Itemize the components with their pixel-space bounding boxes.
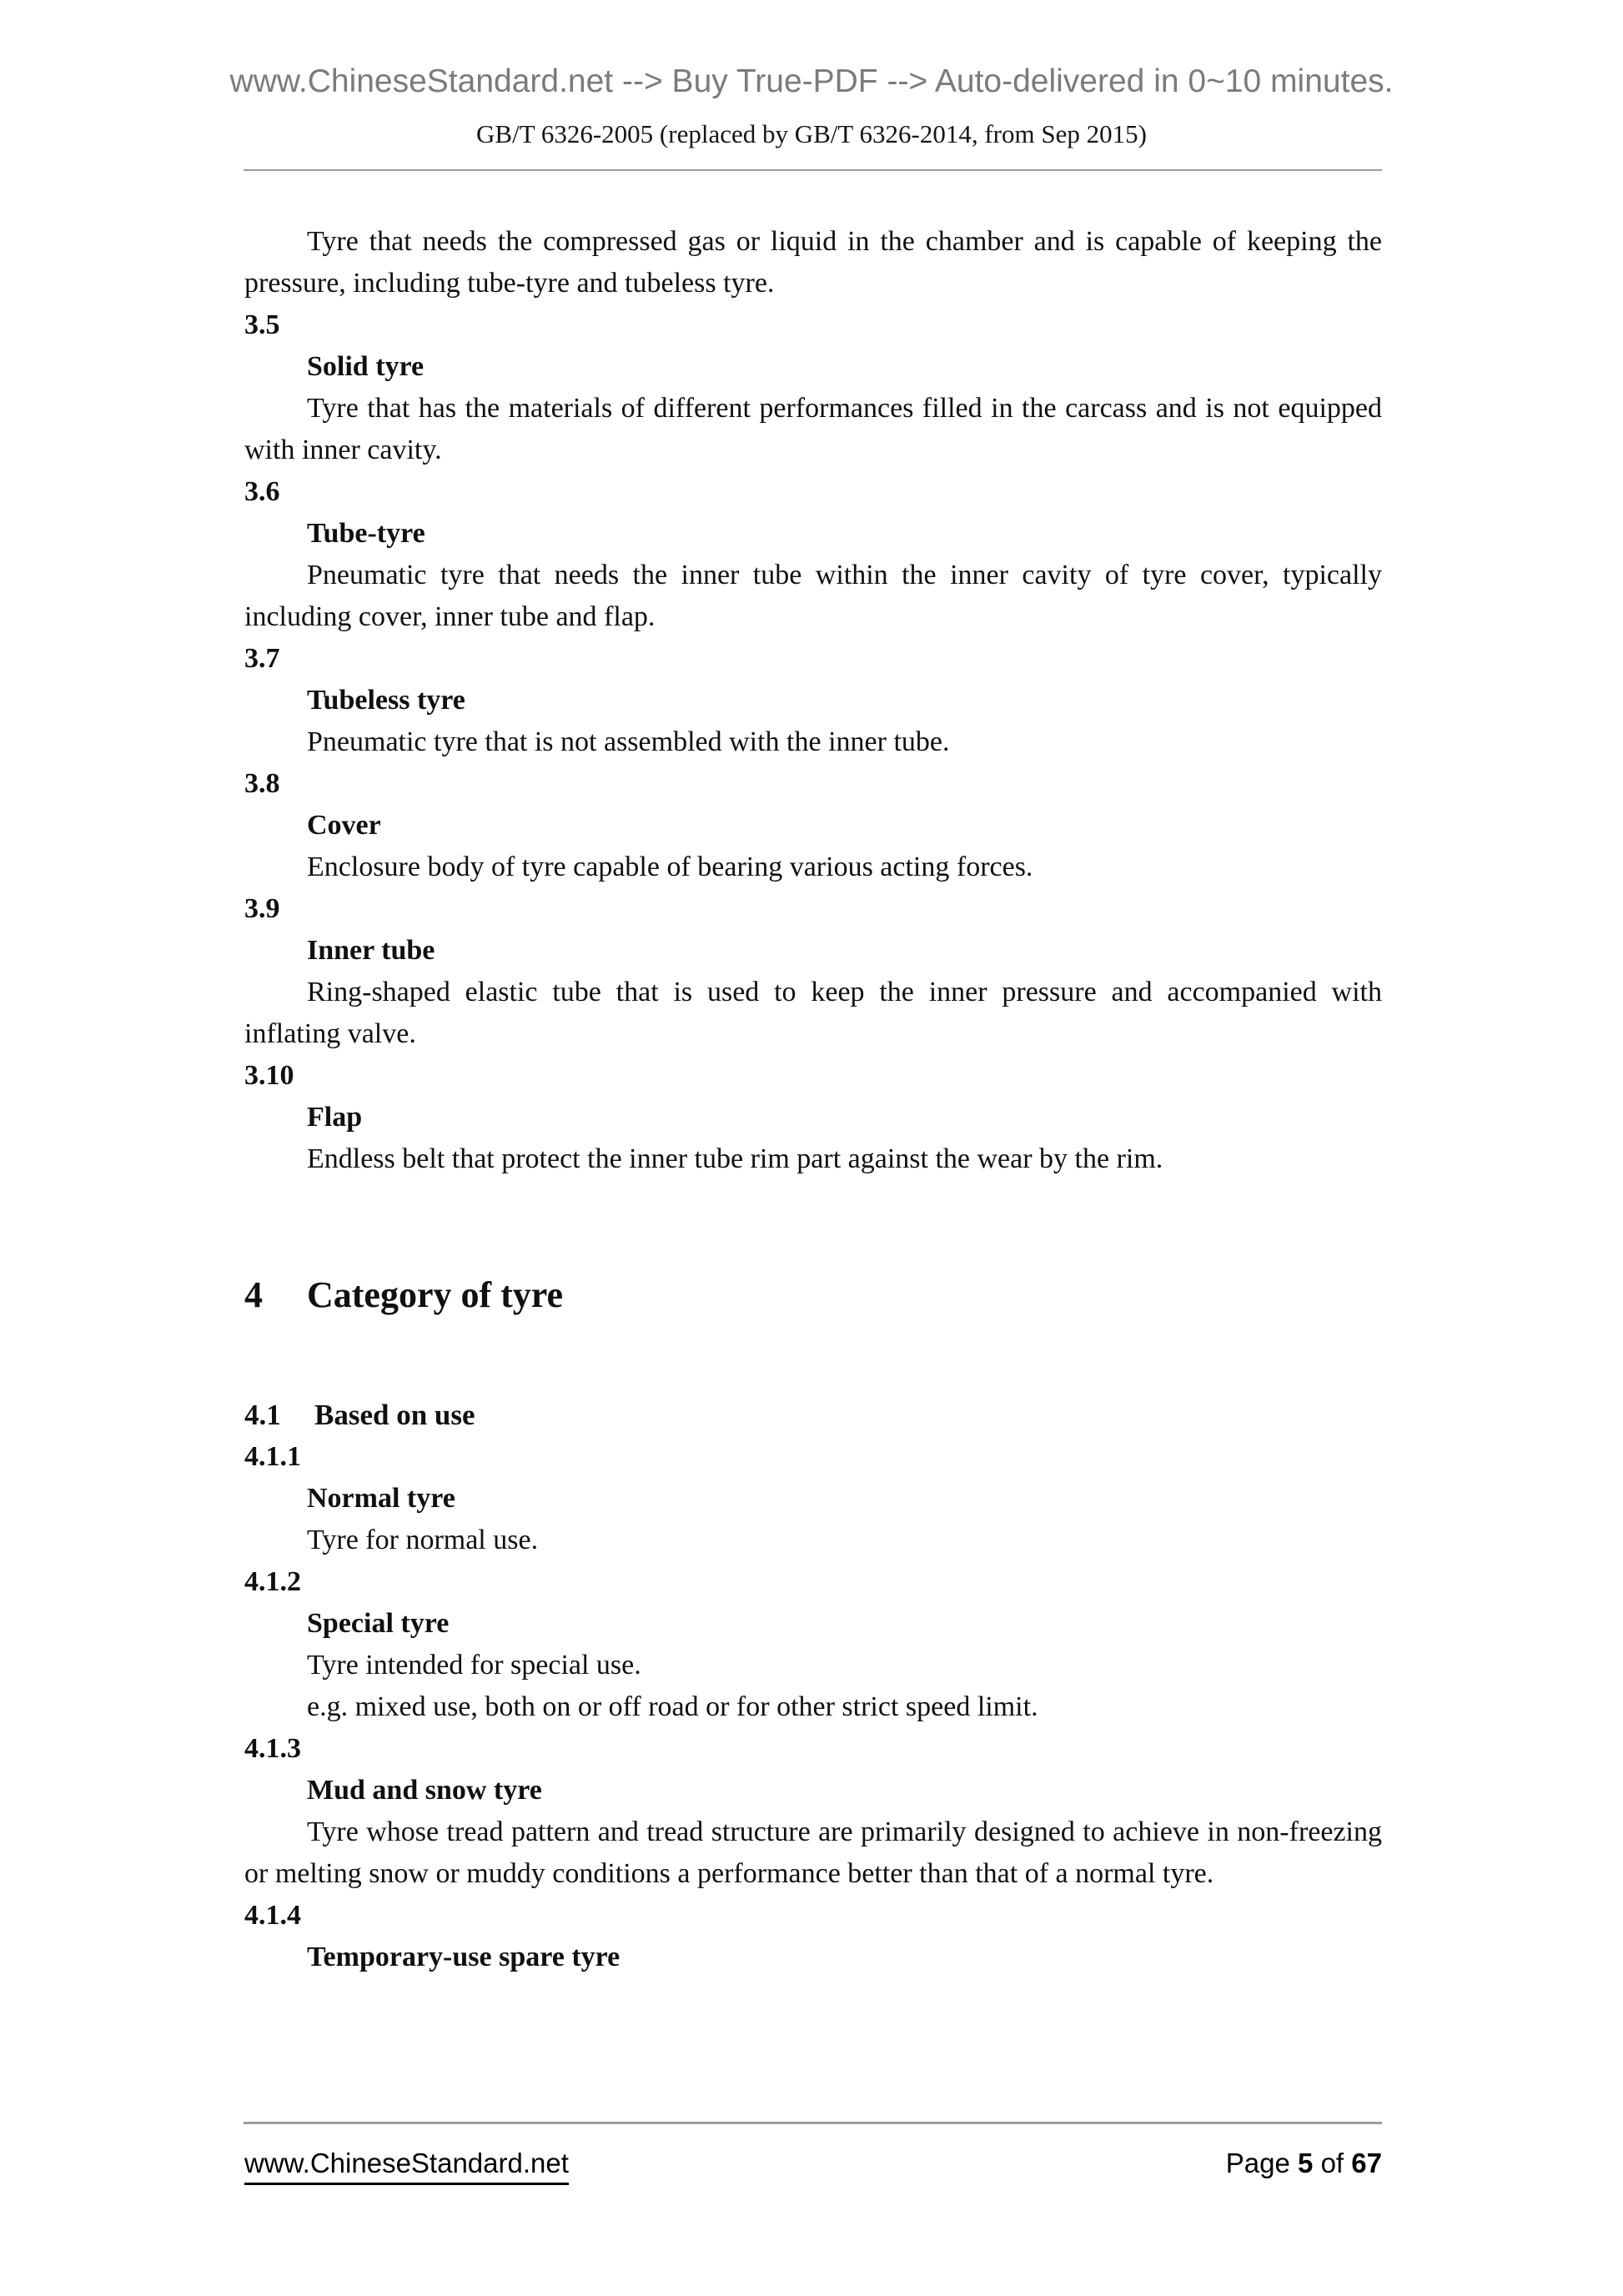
page-total: 67 — [1351, 2148, 1382, 2178]
section-number: 3.6 — [244, 476, 280, 507]
term-heading: Tubeless tyre — [307, 685, 465, 716]
footer-site-link[interactable]: www.ChineseStandard.net — [244, 2147, 569, 2185]
page-number: 5 — [1298, 2148, 1314, 2178]
section-number: 4.1.4 — [244, 1900, 301, 1931]
section-number: 3.9 — [244, 893, 280, 924]
term-heading: Tube-tyre — [307, 518, 425, 549]
paragraph: Enclosure body of tyre capable of bearing various acting forces. — [307, 852, 1033, 882]
chapter-heading — [244, 1270, 1382, 1320]
term-heading: Cover — [307, 810, 381, 841]
paragraph: Endless belt that protect the inner tube rim part against the wear by the rim. — [307, 1143, 1163, 1174]
paragraph: Tyre that needs the compressed gas or liquid in the chamber and is capable of keeping the pressure, including tube-tyre and tubeless tyre. — [244, 226, 1382, 299]
subsection-number: 4.1 — [244, 1399, 281, 1431]
chapter-number: 4 — [244, 1274, 263, 1315]
term-heading: Normal tyre — [307, 1483, 455, 1514]
paragraph: Tyre whose tread pattern and tread structure are primarily designed to achieve in non-freezing or melting snow or muddy conditions a performance better than that of a normal tyre. — [244, 1816, 1382, 1889]
chapter-title: Category of tyre — [307, 1274, 564, 1315]
term-heading: Temporary-use spare tyre — [307, 1942, 621, 1972]
section-number: 3.5 — [244, 309, 280, 340]
section-number: 3.10 — [244, 1060, 294, 1091]
subsection-title: Based on use — [314, 1399, 475, 1431]
term-heading: Special tyre — [307, 1608, 450, 1639]
paragraph: Pneumatic tyre that is not assembled with the inner tube. — [307, 726, 950, 757]
page-indicator — [1226, 2147, 1382, 2180]
paragraph: Pneumatic tyre that needs the inner tube within the inner cavity of tyre cover, typically including cover, inner tube and flap. — [244, 560, 1382, 632]
header-divider — [244, 169, 1382, 171]
paragraph: Tyre intended for special use. — [307, 1650, 641, 1681]
term-heading: Flap — [307, 1102, 363, 1133]
subsection-heading — [244, 1394, 1382, 1436]
section-number: 3.8 — [244, 768, 280, 799]
paragraph: Ring-shaped elastic tube that is used to keep the inner pressure and accompanied with inflating valve. — [244, 977, 1382, 1049]
of-word: of — [1320, 2148, 1344, 2178]
paragraph: Tyre that has the materials of different performances filled in the carcass and is not equipped with inner cavity. — [244, 393, 1382, 465]
term-heading: Solid tyre — [307, 351, 425, 382]
section-number: 4.1.1 — [244, 1441, 301, 1472]
term-heading: Inner tube — [307, 935, 435, 966]
paragraph: Tyre for normal use. — [307, 1525, 539, 1555]
footer-divider — [244, 2122, 1382, 2124]
section-number: 3.7 — [244, 643, 280, 674]
document-body — [244, 221, 1382, 1978]
footer — [244, 2147, 1382, 2185]
section-number: 4.1.3 — [244, 1733, 301, 1764]
header-doc-title: GB/T 6326-2005 (replaced by GB/T 6326-2014, from Sep 2015) — [476, 119, 1147, 148]
page-word: Page — [1225, 2148, 1290, 2178]
term-heading: Mud and snow tyre — [307, 1775, 542, 1806]
paragraph: e.g. mixed use, both on or off road or for other strict speed limit. — [307, 1691, 1038, 1722]
section-number: 4.1.2 — [244, 1566, 301, 1597]
header-promo-text: www.ChineseStandard.net --> Buy True-PDF --> Auto-delivered in 0~10 minutes. — [229, 63, 1394, 99]
